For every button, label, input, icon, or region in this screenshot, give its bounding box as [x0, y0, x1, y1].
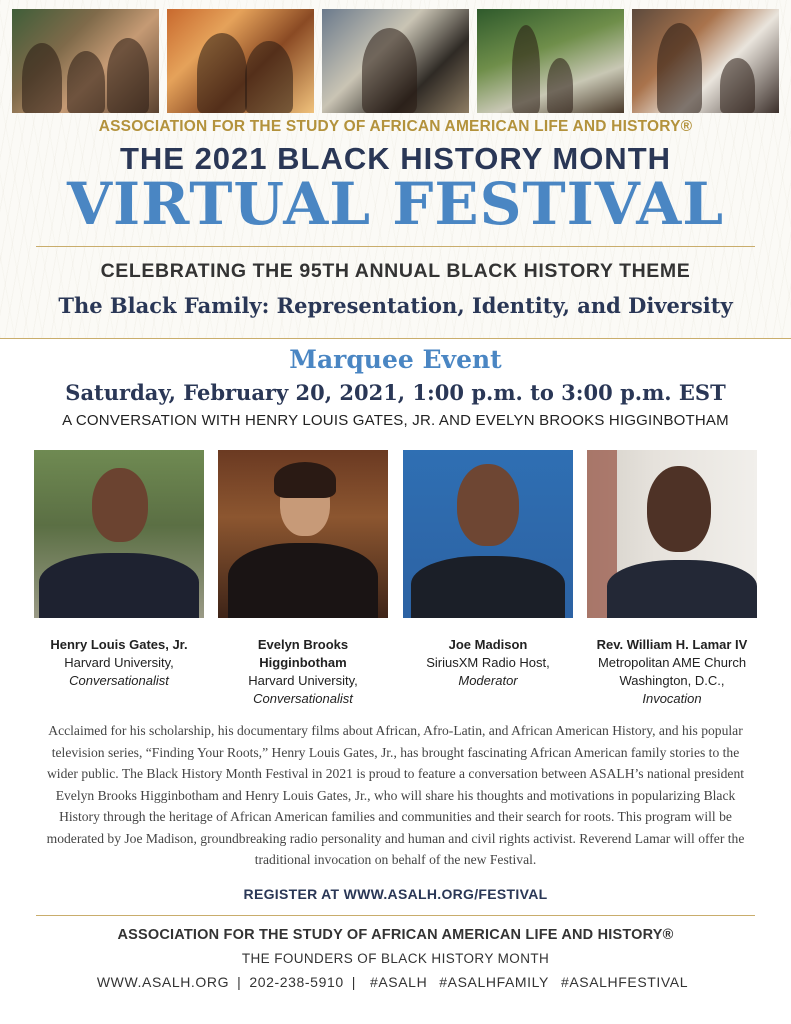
speaker-card-lamar [587, 450, 757, 708]
speaker-photo-madison [403, 450, 573, 618]
event-description: Acclaimed for his scholarship, his documentary films about African, Afro-Latin, and African American History, and his popular television series, “Finding Your Roots,” Henry Louis Gates, Jr., has brought fascinating African American family stories to the wider public. The Black History Month Festival in 2021 is proud to feature a conversation between ASALH’s national president Evelyn Brooks Higginbotham and Henry Louis Gates, Jr., who will share his thoughts and motivations in popularizing Black History through the heritage of African American families and communities and their search for roots. This program will be moderated by Joe Madison, groundbreaking radio personality and human and civil rights activist. Reverend Lamar will offer the traditional invocation on behalf of the new Festival. [46, 723, 745, 867]
register-link[interactable]: REGISTER AT WWW.ASALH.ORG/FESTIVAL [243, 886, 548, 902]
family-photo-3 [322, 9, 469, 113]
speaker-affiliation: Harvard University, [64, 655, 174, 670]
celebrating-line: CELEBRATING THE 95TH ANNUAL BLACK HISTORY THEME [100, 260, 691, 282]
family-photo-5 [632, 9, 779, 113]
header-band [0, 0, 791, 338]
speaker-affiliation: Metropolitan AME Church [597, 655, 747, 670]
theme-title: The Black Family: Representation, Identity, and Diversity [58, 293, 733, 318]
speaker-card-madison [403, 450, 573, 690]
speaker-location: Washington, D.C., [619, 673, 725, 688]
speaker-photo-lamar [587, 450, 757, 618]
phone-number: 202-238-5910 [249, 974, 344, 990]
family-photo-4 [477, 9, 624, 113]
speaker-name: Evelyn Brooks Higginbotham [257, 637, 349, 670]
speaker-name: Rev. William H. Lamar IV [596, 637, 748, 652]
separator: | [351, 974, 356, 990]
speakers-row [34, 450, 757, 710]
speaker-card-higginbotham [218, 450, 388, 708]
divider-top [36, 246, 755, 247]
website-link[interactable]: WWW.ASALH.ORG [96, 974, 230, 990]
divider-footer [36, 915, 755, 916]
photo-strip [12, 9, 779, 113]
speaker-role: Moderator [458, 673, 518, 688]
hashtag: #ASALHFESTIVAL [560, 974, 689, 990]
speaker-role: Conversationalist [253, 691, 353, 706]
event-datetime: Saturday, February 20, 2021, 1:00 p.m. to 3:00 p.m. EST [65, 380, 726, 405]
header-divider [0, 338, 791, 339]
org-name-top: ASSOCIATION FOR THE STUDY OF AFRICAN AMERICAN LIFE AND HISTORY® [98, 118, 693, 135]
festival-title-line-1: THE 2021 BLACK HISTORY MONTH [119, 141, 672, 176]
speaker-card-gates [34, 450, 204, 690]
speaker-affiliation: Harvard University, [248, 673, 358, 688]
event-subtitle: A CONVERSATION WITH HENRY LOUIS GATES, JR. AND EVELYN BROOKS HIGGINBOTHAM [62, 412, 729, 429]
speaker-role: Invocation [642, 691, 702, 706]
footer-org-name: ASSOCIATION FOR THE STUDY OF AFRICAN AMERICAN LIFE AND HISTORY® [117, 927, 674, 943]
speaker-role: Conversationalist [69, 673, 169, 688]
speaker-name: Henry Louis Gates, Jr. [50, 637, 188, 652]
marquee-heading: Marquee Event [289, 345, 502, 374]
speaker-photo-higginbotham [218, 450, 388, 618]
family-photo-2 [167, 9, 314, 113]
family-photo-1 [12, 9, 159, 113]
speaker-affiliation: SiriusXM Radio Host, [426, 655, 550, 670]
hashtag: #ASALH [369, 974, 428, 990]
festival-title-line-2: VIRTUAL FESTIVAL [66, 170, 725, 238]
hashtag: #ASALHFAMILY [439, 974, 549, 990]
footer-founders: THE FOUNDERS OF BLACK HISTORY MONTH [241, 951, 550, 966]
speaker-photo-gates [34, 450, 204, 618]
footer-contact-line [0, 974, 791, 990]
separator: | [237, 974, 242, 990]
speaker-name: Joe Madison [448, 637, 528, 652]
